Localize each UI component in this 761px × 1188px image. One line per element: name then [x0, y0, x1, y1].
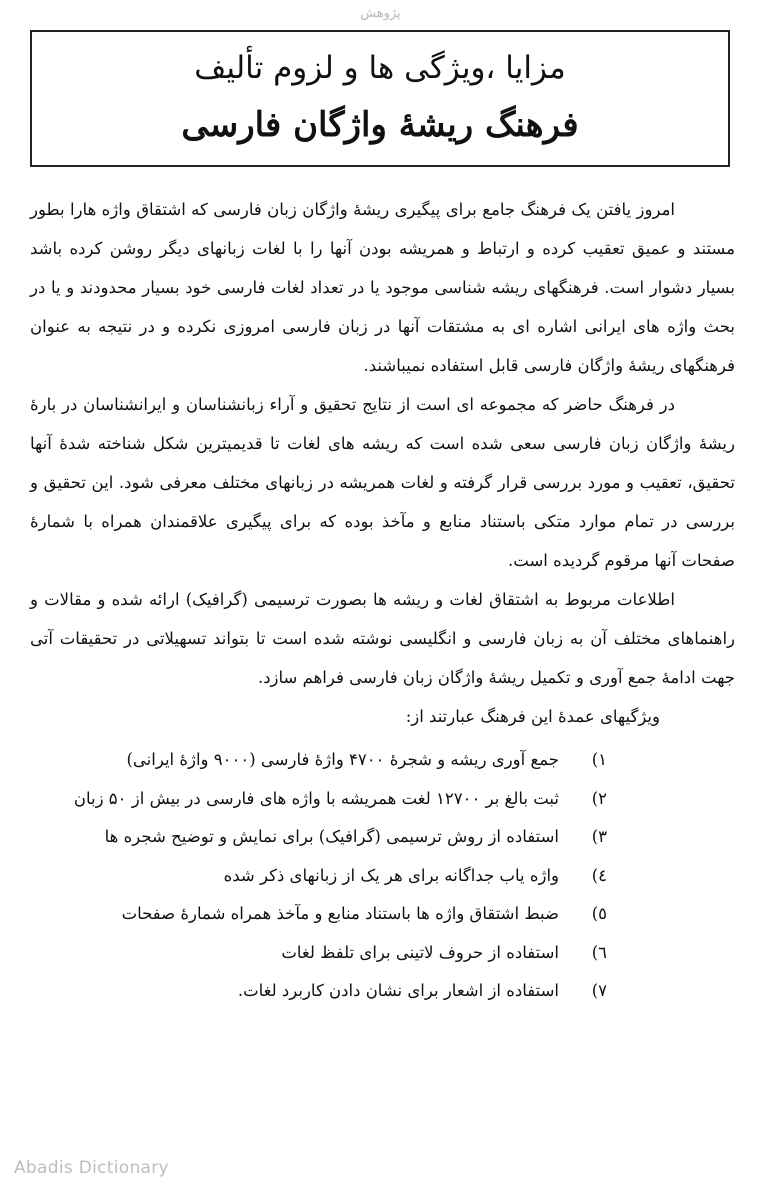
list-item [30, 894, 735, 933]
list-item-number: ۱) [591, 750, 607, 769]
title-box [30, 30, 730, 167]
list-item [30, 817, 735, 856]
list-item [30, 971, 735, 1010]
watermark: Abadis Dictionary [14, 1158, 169, 1178]
title-line-2: فرهنگ ریشهٔ واژگان فارسی [181, 105, 579, 145]
list-item-text: استفاده از روش ترسیمی (گرافیک) برای نمایش و توضیح شجره ها [104, 827, 559, 846]
paragraph-research: در فرهنگ حاضر که مجموعه ای است از نتایج تحقیق و آراء زبانشناسان و ایرانشناسان در بارهٔ ریشهٔ واژگان زبان فارسی سعی شده است که ریشه های لغات تا قدیمیترین شکل شناخته شدهٔ آنها تحقیق، تعقیب و مورد بررسی قرار گرفته و لغات همریشه در زبانهای مختلف معرفی شود. این تحقیق و بررسی در تمام موارد متکی باستناد منابع و مآخذ بوده که برای پیگیری علاقمندان همراه با شمارهٔ صفحات آنها مرقوم گردیده است. [30, 395, 735, 570]
list-item-text: استفاده از حروف لاتینی برای تلفظ لغات [281, 942, 559, 962]
title-line-1: مزایا ،ویژگی ها و لزوم تألیف [194, 50, 566, 86]
feature-list [30, 740, 735, 1010]
list-item-text: جمع آوری ریشه و شجرهٔ ۴۷۰۰ واژهٔ فارسی (۹۰۰۰ واژهٔ ایرانی) [126, 750, 559, 769]
article-body [30, 190, 735, 1010]
list-item-number: ٥) [591, 904, 607, 923]
list-item-number: ٦) [591, 942, 607, 962]
list-item-number: ٤) [591, 865, 607, 885]
features-intro: ویژگیهای عمدهٔ این فرهنگ عبارتند از: [405, 707, 660, 726]
list-item-number: ۲) [591, 788, 607, 808]
paragraph-graphics: اطلاعات مربوط به اشتقاق لغات و ریشه ها بصورت ترسیمی (گرافیک) ارائه شده و مقالات و راهنماهای مختلف آن به زبان فارسی و انگلیسی نوشته شده است تا بتواند تسهیلاتی در تحقیقات آتی جهت ادامهٔ جمع آوری و تکمیل ریشهٔ واژگان زبان فارسی فراهم سازد. [30, 590, 735, 687]
list-item [30, 740, 735, 779]
list-item-number: ۷) [591, 981, 607, 1000]
list-item [30, 856, 735, 895]
list-item-text: واژه یاب جداگانه برای هر یک از زبانهای ذکر شده [223, 865, 559, 885]
paragraph-intro: امروز یافتن یک فرهنگ جامع برای پیگیری ریشهٔ واژگان زبان فارسی که اشتقاق واژه هارا بطور مستند و عمیق تعقیب کرده و ارتباط و همریشه بودن آنها را با لغات زبانهای دیگر روشن کرده باشد بسیار دشوار است. فرهنگهای ریشه شناسی موجود یا در تعداد لغات فارسی خود بسیار محدودند و یا در بحث واژه های ایرانی اشاره ای به مشتقات آنها در زبان فارسی امروزی نکرده و در نتیجه به عنوان فرهنگهای ریشهٔ واژگان فارسی قابل استفاده نمیباشند. [30, 200, 735, 375]
list-item [30, 779, 735, 818]
header-label: پژوهش [360, 6, 401, 21]
list-item-text: ثبت بالغ بر ۱۲۷۰۰ لغت همریشه با واژه های فارسی در بیش از ۵۰ زبان [73, 788, 559, 808]
list-item-text: ضبط اشتقاق واژه ها باستناد منابع و مآخذ همراه شمارهٔ صفحات [121, 904, 559, 923]
list-item-number: ۳) [591, 827, 607, 846]
list-item [30, 933, 735, 972]
list-item-text: استفاده از اشعار برای نشان دادن کاربرد لغات. [237, 981, 559, 1000]
